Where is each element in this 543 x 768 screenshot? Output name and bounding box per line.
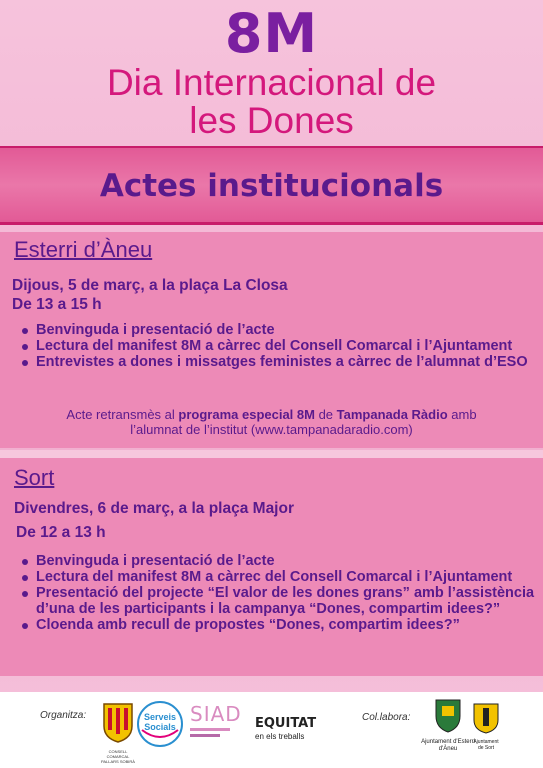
event-items <box>18 322 538 370</box>
event-place: Esterri d’Àneu <box>14 237 153 262</box>
note-text: amb <box>447 407 477 422</box>
list-item: Cloenda amb recull de propostes “Dones, compartim idees?” <box>18 617 538 633</box>
broadcast-note <box>0 407 543 423</box>
event-place: Sort <box>14 465 55 490</box>
organitza-label: Organitza: <box>40 710 87 721</box>
list-item: Benvinguda i presentació de l’acte <box>18 322 538 338</box>
note-text: de <box>314 407 337 422</box>
esterri-logo-text: Ajuntament d'Esterri d'Àneu <box>421 739 475 752</box>
list-item: Entrevistes a dones i missatges feministes a càrrec de l’alumnat d’ESO <box>18 354 538 370</box>
equitat-logo <box>255 716 315 746</box>
note-program: programa especial 8M <box>178 407 315 422</box>
broadcast-note-line2: l’alumnat de l’institut (www.tampanadaradio.com) <box>130 422 413 437</box>
note-radio: Tampanada Ràdio <box>336 407 448 422</box>
serveis-text: Serveis <box>143 712 177 722</box>
consell-logo-text: CONSELL COMARCAL PALLARS SOBIRÀ <box>101 749 135 764</box>
page-title <box>0 64 543 140</box>
event-time: De 12 a 13 h <box>16 524 106 541</box>
title-line-1: Dia Internacional de <box>106 62 437 103</box>
siad-text: SIAD <box>190 702 242 726</box>
list-item: Lectura del manifest 8M a càrrec del Consell Comarcal i l’Ajuntament <box>18 338 538 354</box>
serveis-socials-logo <box>136 700 184 748</box>
list-item: Presentació del projecte “El valor de les dones grans” amb l’assistència d’una de les participants i la campanya “Dones, compartim idees?” <box>18 585 538 617</box>
consell-comarcal-logo <box>100 700 136 764</box>
siad-bar <box>190 728 230 731</box>
equitat-text: EQUITAT <box>255 716 317 731</box>
event-date: Divendres, 6 de març, a la plaça Major <box>14 500 294 517</box>
siad-bar <box>190 734 220 737</box>
badge-8m: 8M <box>224 2 319 65</box>
list-item: Lectura del manifest 8M a càrrec del Consell Comarcal i l’Ajuntament <box>18 569 538 585</box>
equitat-subtext: en els treballs <box>255 732 305 741</box>
event-time: De 13 a 15 h <box>12 296 102 313</box>
section-subtitle: Actes institucionals <box>99 168 444 204</box>
footer <box>0 692 543 768</box>
title-line-2: les Dones <box>189 100 354 141</box>
socials-text: Socials <box>144 722 176 732</box>
col-labora-label: Col.labora: <box>362 712 411 723</box>
siad-logo <box>190 702 240 748</box>
divider <box>0 450 543 458</box>
event-date: Dijous, 5 de març, a la plaça La Closa <box>12 277 288 294</box>
list-item: Benvinguda i presentació de l’acte <box>18 553 538 569</box>
event-items <box>18 553 538 633</box>
note-text: Acte retransmès al <box>66 407 179 422</box>
sort-logo <box>470 702 502 764</box>
esterri-logo <box>420 698 476 764</box>
sort-logo-text: Ajuntament de Sort <box>473 739 499 751</box>
divider <box>0 222 543 225</box>
